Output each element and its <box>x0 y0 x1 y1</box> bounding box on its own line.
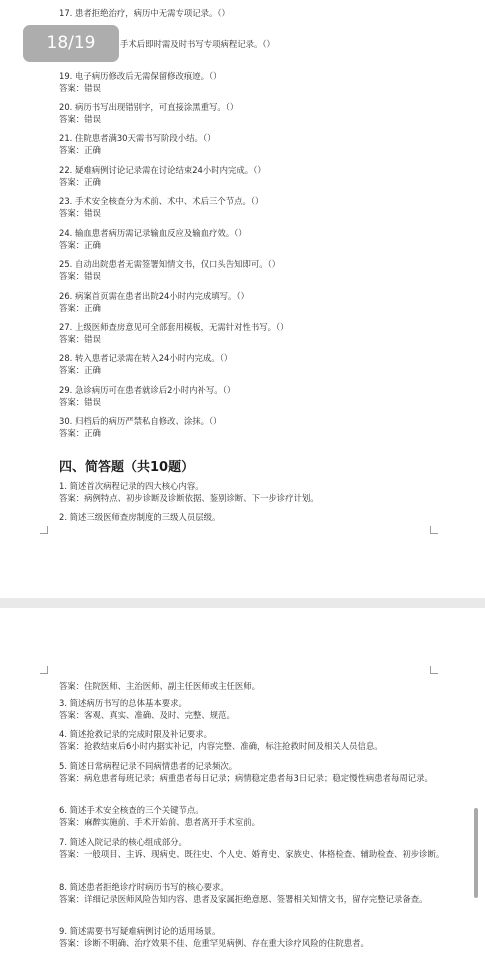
question-item <box>59 258 464 282</box>
question-item <box>59 101 464 125</box>
question-item <box>59 836 464 860</box>
question-text: 24. 输血患者病历需记录输血反应及输血疗效。（） <box>59 228 247 238</box>
answer-text: 答案：病危患者每班记录；病重患者每日记录；病情稳定患者每3日记录；稳定慢性病患者每周记录。 <box>59 773 433 783</box>
question-item <box>59 321 464 345</box>
question-item <box>59 480 464 504</box>
answer-text: 答案：客观、真实、准确、及时、完整、规范。 <box>59 710 235 720</box>
question-text: 8. 简述患者拒绝诊疗时病历书写的核心要求。 <box>59 882 229 892</box>
question-text: 25. 自动出院患者无需签署知情文书，仅口头告知即可。（） <box>59 259 281 269</box>
answer-text: 答案：正确 <box>59 145 101 155</box>
question-text: 29. 急诊病历可在患者就诊后2小时内补写。（） <box>59 385 236 395</box>
answer-text: 答案：麻醉实施前、手术开始前、患者离开手术室前。 <box>59 817 260 827</box>
question-item <box>59 728 464 752</box>
page-corner-mark <box>40 526 48 534</box>
answer-text: 答案：正确 <box>59 303 101 313</box>
answer-text: 答案：错误 <box>59 334 101 344</box>
question-item <box>59 132 464 156</box>
question-item <box>59 881 464 905</box>
question-text: 21. 住院患者满30天需书写阶段小结。（） <box>59 133 216 143</box>
question-item <box>59 227 464 251</box>
page-corner-mark <box>40 666 48 674</box>
question-item <box>59 70 464 94</box>
question-text: 20. 病历书写出现错别字，可直接涂黑重写。（） <box>59 102 239 112</box>
answer-text: 答案：一般项目、主诉、现病史、既往史、个人史、婚育史、家族史、体格检查、辅助检查、初步诊断。 <box>59 849 445 859</box>
question-item <box>120 38 485 50</box>
answer-text: 答案：正确 <box>59 240 101 250</box>
question-text: 19. 电子病历修改后无需保留修改痕迹。（） <box>59 71 222 81</box>
question-text: 4. 简述抢救记录的完成时限及补记要求。 <box>59 729 213 739</box>
page-indicator-badge: 18/19 <box>23 25 119 62</box>
question-item <box>59 760 464 784</box>
question-item <box>59 680 464 692</box>
page-corner-mark <box>430 526 438 534</box>
question-text: 6. 简述手术安全核查的三个关键节点。 <box>59 805 204 815</box>
question-text: 2. 简述三级医师查房制度的三级人员层级。 <box>59 512 221 522</box>
answer-text: 答案：正确 <box>59 428 101 438</box>
question-item <box>59 164 464 188</box>
question-item <box>59 195 464 219</box>
question-text: 手术后即时需及时书写专项病程记录。（） <box>120 39 275 49</box>
answer-text: 答案：正确 <box>59 365 101 375</box>
question-item <box>59 290 464 314</box>
question-item <box>59 804 464 828</box>
question-text: 28. 转入患者记录需在转入24小时内完成。（） <box>59 353 233 363</box>
answer-text: 答案：详细记录医师风险告知内容、患者及家属拒绝意愿、签署相关知情文书，留存完整记录备查。 <box>59 894 428 904</box>
answer-text: 答案：病例特点、初步诊断及诊断依据、鉴别诊断、下一步诊疗计划。 <box>59 493 319 503</box>
question-text: 22. 疑难病例讨论记录需在讨论结束24小时内完成。（） <box>59 165 266 175</box>
question-item <box>59 7 464 19</box>
question-text: 7. 简述入院记录的核心组成部分。 <box>59 837 187 847</box>
answer-text: 答案：诊断不明确、治疗效果不佳、危重罕见病例、存在重大诊疗风险的住院患者。 <box>59 938 369 948</box>
question-text: 1. 简述首次病程记录的四大核心内容。 <box>59 481 204 491</box>
question-item <box>59 384 464 408</box>
question-text: 17. 患者拒绝治疗，病历中无需专项记录。（） <box>59 8 230 18</box>
page-corner-mark <box>430 666 438 674</box>
scrollbar-thumb[interactable] <box>474 808 478 898</box>
answer-text: 答案：抢救结束后6小时内据实补记，内容完整、准确，标注抢救时间及相关人员信息。 <box>59 741 383 751</box>
question-text: 3. 简述病历书写的总体基本要求。 <box>59 698 187 708</box>
question-text: 26. 病案首页需在患者出院24小时内完成填写。（） <box>59 291 249 301</box>
question-item <box>59 697 464 721</box>
question-text: 30. 归档后的病历严禁私自修改、涂抹。（） <box>59 416 222 426</box>
question-text: 5. 简述日常病程记录不同病情患者的记录频次。 <box>59 761 238 771</box>
document-page-2 <box>0 608 485 960</box>
answer-text: 答案：住院医师、主治医师、副主任医师或主任医师。 <box>59 681 260 691</box>
question-text: 23. 手术安全核查分为术前、术中、术后三个节点。（） <box>59 196 264 206</box>
answer-text: 答案：正确 <box>59 177 101 187</box>
answer-text: 答案：错误 <box>59 271 101 281</box>
question-item <box>59 415 464 439</box>
question-text: 27. 上级医师查房意见可全部套用模板，无需针对性书写。（） <box>59 322 289 332</box>
answer-text: 答案：错误 <box>59 208 101 218</box>
question-item <box>59 352 464 376</box>
section-title: 四、简答题（共10题） <box>59 460 195 475</box>
question-item <box>59 925 464 949</box>
answer-text: 答案：错误 <box>59 114 101 124</box>
answer-text: 答案：错误 <box>59 83 101 93</box>
question-item <box>59 511 464 523</box>
answer-text: 答案：错误 <box>59 397 101 407</box>
question-text: 9. 简述需要书写疑难病例讨论的适用场景。 <box>59 926 221 936</box>
